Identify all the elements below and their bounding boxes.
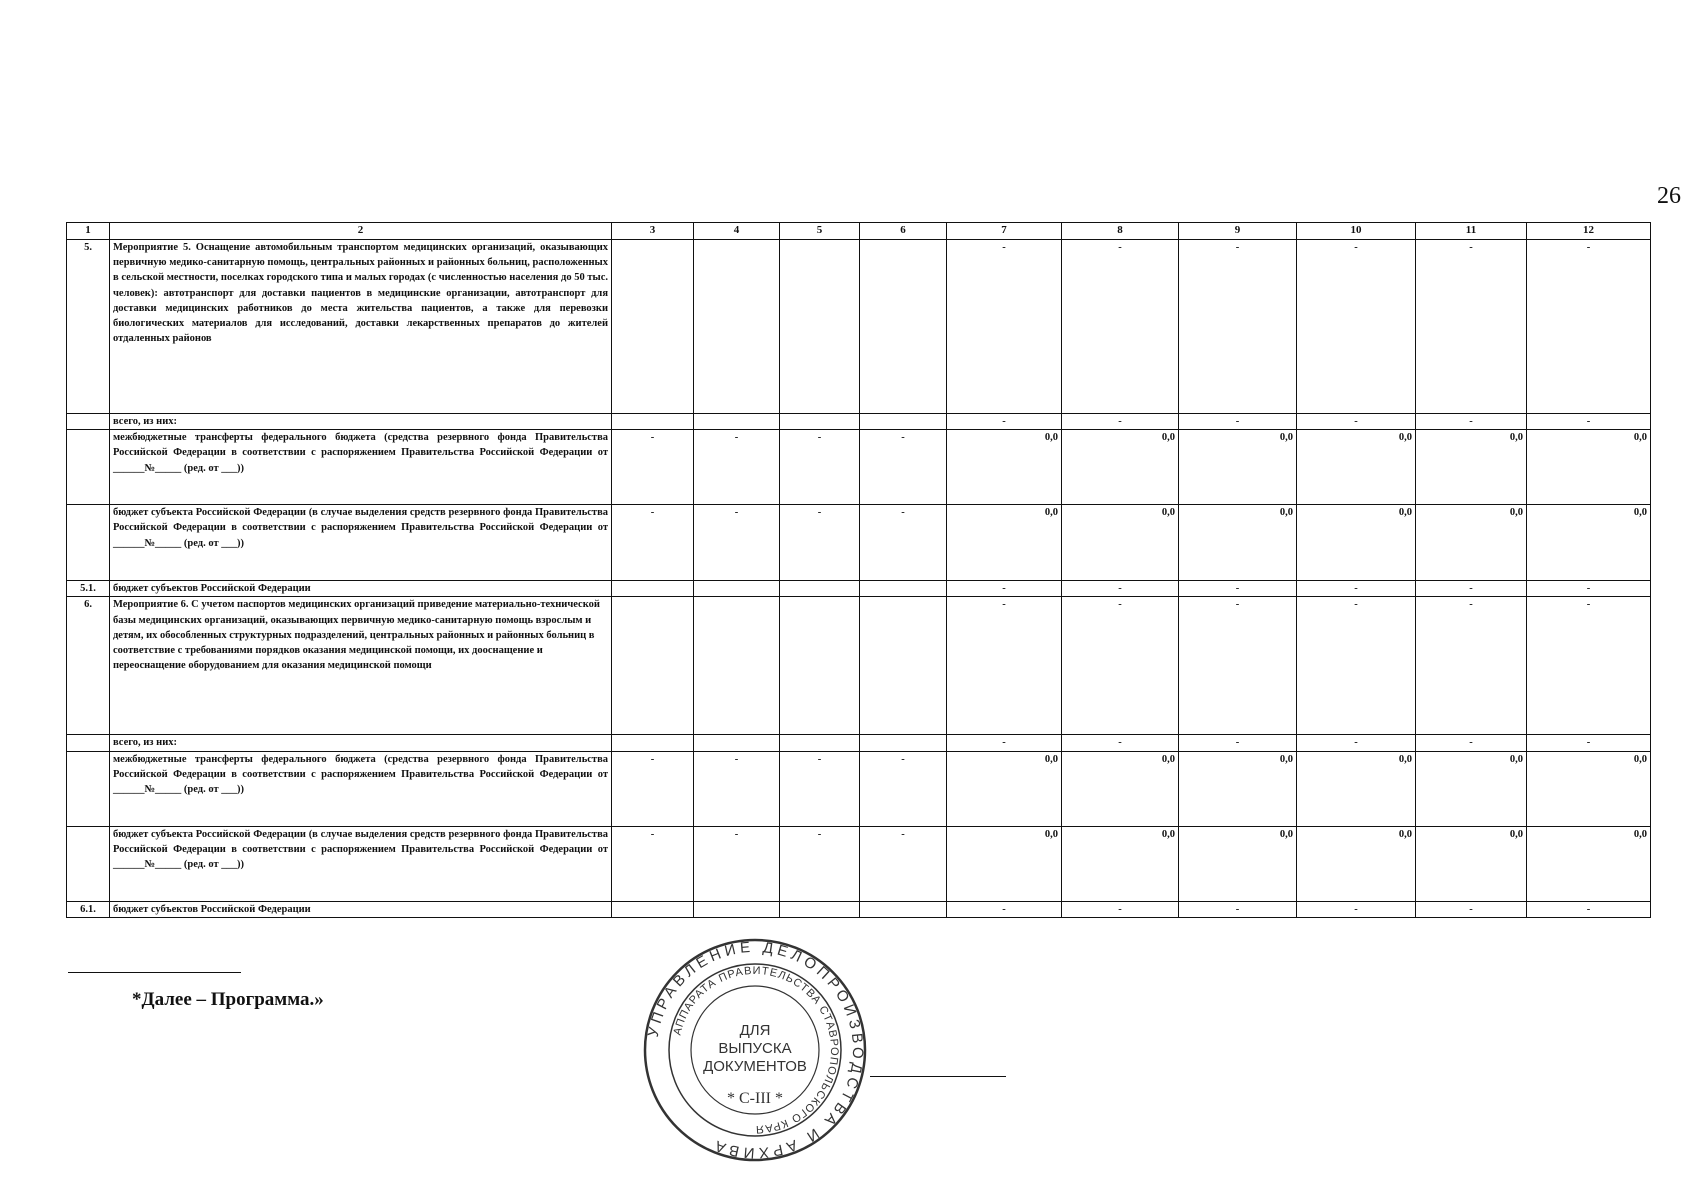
table-cell: 0,0	[1297, 751, 1416, 826]
table-cell	[860, 581, 947, 597]
stamp-code: * С-III *	[727, 1090, 783, 1107]
table-cell: -	[1297, 735, 1416, 751]
row-description: бюджет субъекта Российской Федерации (в случае выделения средств резервного фонда Правительства Российской Федерации в соответствии с распоряжением Правительства Российской Федерации от ______№_____ (ред. от ___))	[110, 826, 612, 901]
table-cell: -	[1179, 597, 1297, 735]
table-cell: -	[1527, 735, 1651, 751]
row-number: 6.1.	[67, 901, 110, 917]
header-cell: 9	[1179, 223, 1297, 240]
table-cell	[860, 597, 947, 735]
table-cell	[694, 597, 780, 735]
header-cell: 12	[1527, 223, 1651, 240]
table-cell	[612, 581, 694, 597]
header-cell: 4	[694, 223, 780, 240]
table-cell	[780, 581, 860, 597]
table-cell: 0,0	[1416, 430, 1527, 505]
table-cell	[612, 597, 694, 735]
table-cell: 0,0	[1527, 430, 1651, 505]
stamp-center-line-3: ДОКУМЕНТОВ	[703, 1058, 807, 1075]
table-cell: -	[1062, 239, 1179, 413]
row-number	[67, 430, 110, 505]
table-cell: -	[612, 430, 694, 505]
table-cell	[694, 413, 780, 429]
table-cell: -	[1527, 413, 1651, 429]
header-cell: 10	[1297, 223, 1416, 240]
table-cell: -	[1416, 413, 1527, 429]
table-cell: -	[947, 581, 1062, 597]
header-cell: 2	[110, 223, 612, 240]
table-cell	[694, 581, 780, 597]
row-number	[67, 826, 110, 901]
table-cell: 0,0	[1062, 826, 1179, 901]
stamp-inner-text: АППАРАТА ПРАВИТЕЛЬСТВА СТАВРОПОЛЬСКОГО КРАЯ	[671, 964, 841, 1136]
table-cell	[694, 901, 780, 917]
table-cell: 0,0	[1416, 505, 1527, 581]
header-cell: 3	[612, 223, 694, 240]
table-cell	[694, 735, 780, 751]
table-cell: 0,0	[1416, 826, 1527, 901]
table-cell: -	[612, 505, 694, 581]
table-cell: -	[1416, 239, 1527, 413]
table-row	[67, 430, 1651, 505]
table-cell	[860, 413, 947, 429]
table-cell: 0,0	[1297, 430, 1416, 505]
table-cell: -	[1297, 239, 1416, 413]
header-cell: 6	[860, 223, 947, 240]
stamp-center-line-2: ВЫПУСКА	[718, 1040, 792, 1057]
table-cell	[780, 901, 860, 917]
row-number: 6.	[67, 597, 110, 735]
table-cell: -	[1416, 581, 1527, 597]
table-row	[67, 751, 1651, 826]
table-cell: 0,0	[947, 826, 1062, 901]
table-row	[67, 581, 1651, 597]
table-cell: -	[1527, 239, 1651, 413]
row-description: всего, из них:	[110, 735, 612, 751]
table-cell: 0,0	[1062, 505, 1179, 581]
table-cell: -	[612, 751, 694, 826]
row-description: бюджет субъектов Российской Федерации	[110, 901, 612, 917]
table-cell: -	[1062, 735, 1179, 751]
table-cell: -	[1416, 597, 1527, 735]
table-cell: -	[694, 430, 780, 505]
table-cell: -	[1297, 597, 1416, 735]
table-cell: 0,0	[947, 751, 1062, 826]
row-description: межбюджетные трансферты федерального бюджета (средства резервного фонда Правительства Российской Федерации в соответствии с распоряжением Правительства Российской Федерации от ______№_____ (ред. от ___))	[110, 430, 612, 505]
table-cell: 0,0	[947, 430, 1062, 505]
table-row	[67, 901, 1651, 917]
header-cell: 7	[947, 223, 1062, 240]
table-cell: 0,0	[1297, 826, 1416, 901]
row-number	[67, 751, 110, 826]
table-cell: 0,0	[1527, 505, 1651, 581]
table-cell: 0,0	[1527, 826, 1651, 901]
table-cell	[612, 413, 694, 429]
row-number: 5.	[67, 239, 110, 413]
table-cell: -	[1297, 413, 1416, 429]
footnote-separator	[68, 972, 241, 973]
table-row	[67, 597, 1651, 735]
table-cell: 0,0	[1062, 430, 1179, 505]
table-cell: -	[1062, 597, 1179, 735]
table-cell	[860, 735, 947, 751]
stamp-center-line-1: ДЛЯ	[739, 1022, 771, 1039]
table-cell	[780, 413, 860, 429]
table-cell: -	[860, 826, 947, 901]
table-cell: 0,0	[1179, 826, 1297, 901]
table-cell: -	[694, 826, 780, 901]
row-number: 5.1.	[67, 581, 110, 597]
header-cell: 8	[1062, 223, 1179, 240]
table-cell	[780, 239, 860, 413]
table-cell: -	[1062, 581, 1179, 597]
table-header-row	[67, 223, 1651, 240]
table-cell: -	[1062, 901, 1179, 917]
row-description: межбюджетные трансферты федерального бюджета (средства резервного фонда Правительства Российской Федерации в соответствии с распоряжением Правительства Российской Федерации от ______№_____ (ред. от ___))	[110, 751, 612, 826]
table-cell: 0,0	[1179, 430, 1297, 505]
table-cell: -	[860, 505, 947, 581]
row-number	[67, 413, 110, 429]
table-cell	[860, 901, 947, 917]
page-number: 26	[1657, 183, 1681, 209]
table-cell: -	[694, 751, 780, 826]
header-cell: 5	[780, 223, 860, 240]
table-cell: -	[1179, 581, 1297, 597]
table-cell: 0,0	[1297, 505, 1416, 581]
table-cell: 0,0	[1179, 505, 1297, 581]
table-cell: -	[1527, 581, 1651, 597]
table-cell: -	[1527, 597, 1651, 735]
table-cell	[612, 901, 694, 917]
table-cell: -	[780, 751, 860, 826]
table-cell: 0,0	[1179, 751, 1297, 826]
table-cell	[612, 239, 694, 413]
table-cell: -	[780, 505, 860, 581]
header-cell: 1	[67, 223, 110, 240]
table-cell: -	[947, 735, 1062, 751]
table-row	[67, 735, 1651, 751]
table-cell: -	[1416, 735, 1527, 751]
table-cell: -	[1062, 413, 1179, 429]
row-number	[67, 735, 110, 751]
table-cell: -	[947, 413, 1062, 429]
table-cell: -	[1297, 901, 1416, 917]
table-cell: -	[947, 901, 1062, 917]
table-cell: 0,0	[1062, 751, 1179, 826]
row-description: всего, из них:	[110, 413, 612, 429]
table-cell: 0,0	[1416, 751, 1527, 826]
table-cell: 0,0	[947, 505, 1062, 581]
table-cell: -	[780, 826, 860, 901]
row-description: Мероприятие 6. С учетом паспортов медицинских организаций приведение материально-технической базы медицинских организаций, оказывающих первичную медико-санитарную помощь взрослым и детям, их обособленных структурных подразделений, центральных районных и районных больниц в соответствие с требованиями порядков оказания медицинской помощи, их дооснащение и переоснащение оборудованием для оказания медицинской помощи	[110, 597, 612, 735]
stamp-outer-text: УПРАВЛЕНИЕ ДЕЛОПРОИЗВОДСТВА И АРХИВА	[644, 938, 867, 1162]
table-cell	[780, 735, 860, 751]
archive-stamp	[640, 935, 870, 1165]
table-cell: -	[1416, 901, 1527, 917]
table-cell: -	[780, 430, 860, 505]
table-cell	[694, 239, 780, 413]
budget-table	[66, 222, 1651, 918]
table-cell: -	[860, 430, 947, 505]
row-description: бюджет субъекта Российской Федерации (в случае выделения средств резервного фонда Правительства Российской Федерации в соответствии с распоряжением Правительства Российской Федерации от ______№_____ (ред. от ___))	[110, 505, 612, 581]
table-cell: -	[1179, 735, 1297, 751]
table-row	[67, 413, 1651, 429]
table-cell: -	[1179, 239, 1297, 413]
table-row	[67, 826, 1651, 901]
signature-line	[870, 1076, 1006, 1077]
row-number	[67, 505, 110, 581]
row-description: бюджет субъектов Российской Федерации	[110, 581, 612, 597]
table-cell: -	[1179, 413, 1297, 429]
footnote: *Далее – Программа.»	[132, 989, 324, 1010]
header-cell: 11	[1416, 223, 1527, 240]
table-cell	[612, 735, 694, 751]
table-cell	[780, 597, 860, 735]
table-cell: -	[612, 826, 694, 901]
table-cell: -	[694, 505, 780, 581]
table-row	[67, 239, 1651, 413]
table-cell: -	[1297, 581, 1416, 597]
table-cell: 0,0	[1527, 751, 1651, 826]
table-cell	[860, 239, 947, 413]
table-cell: -	[947, 597, 1062, 735]
table-cell: -	[1527, 901, 1651, 917]
table-row	[67, 505, 1651, 581]
table-cell: -	[1179, 901, 1297, 917]
row-description: Мероприятие 5. Оснащение автомобильным транспортом медицинских организаций, оказывающих первичную медико-санитарную помощь, центральных районных и районных больниц, расположенных в сельской местности, поселках городского типа и малых городах (с численностью населения до 50 тыс. человек): автотранспорт для доставки пациентов в медицинские организации, автотранспорт для доставки медицинских работников до места жительства пациентов, а также для перевозки биологических материалов для исследований, доставки лекарственных препаратов до жителей отдаленных районов	[110, 239, 612, 413]
table-cell: -	[947, 239, 1062, 413]
table-cell: -	[860, 751, 947, 826]
